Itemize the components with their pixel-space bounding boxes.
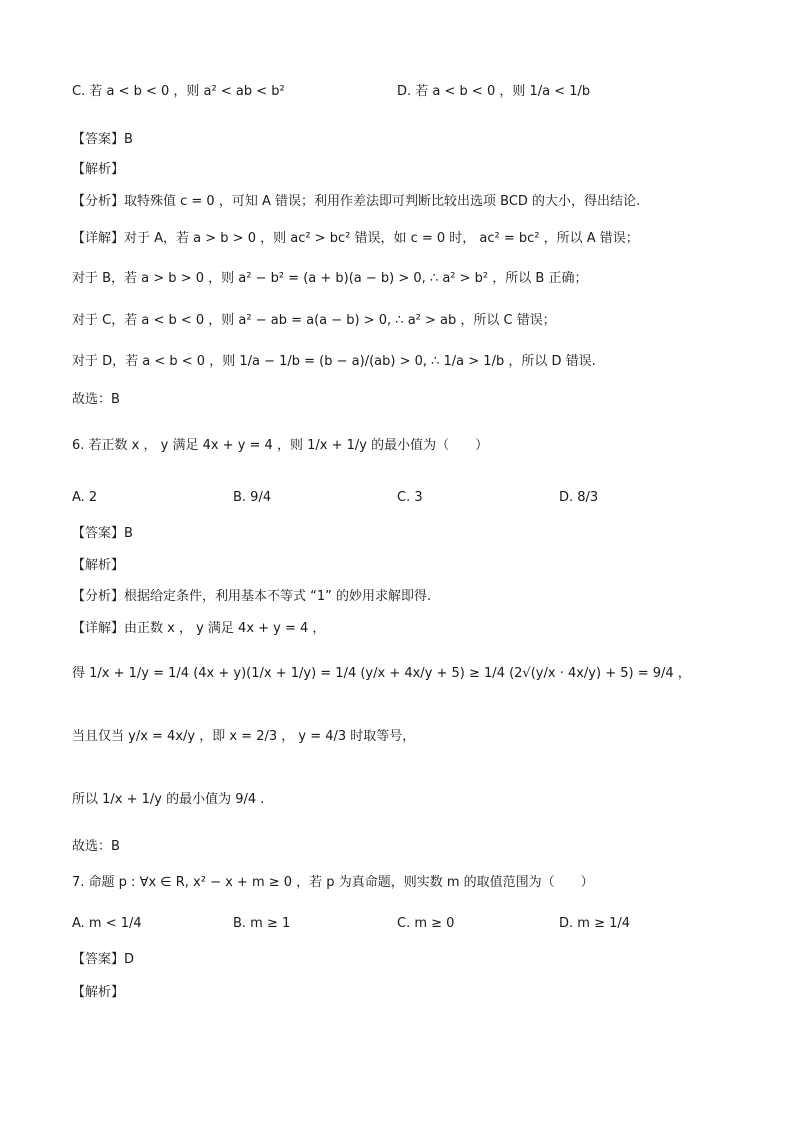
q6-option-b: B. 9/4 bbox=[233, 490, 272, 505]
q7-option-c: C. m ≥ 0 bbox=[397, 916, 455, 931]
detail-b: 对于 B，若 a > b > 0 ，则 a² − b² = (a + b)(a − b) > 0, ∴ a² > b² ，所以 B 正确； bbox=[72, 271, 588, 286]
choice-result: 故选：B bbox=[72, 392, 120, 407]
result-statement: 所以 1/x + 1/y 的最小值为 9/4 . bbox=[72, 792, 265, 807]
detail-a: 【详解】对于 A，若 a > b > 0 ，则 ac² > bc² 错误，如 c = 0 时， ac² = bc² ，所以 A 错误； bbox=[72, 231, 639, 246]
analysis-label: 【解析】 bbox=[72, 558, 125, 573]
q7-option-d: D. m ≥ 1/4 bbox=[559, 916, 631, 931]
analysis-label: 【解析】 bbox=[72, 162, 125, 177]
detail-intro: 【详解】由正数 x ， y 满足 4x + y = 4 ， bbox=[72, 621, 326, 636]
question-7: 7. 命题 p : ∀x ∈ R, x² − x + m ≥ 0 ，若 p 为真命题，则实数 m 的取值范围为（ ） bbox=[72, 875, 594, 890]
detail-c: 对于 C，若 a < b < 0 ，则 a² − ab = a(a − b) > 0, ∴ a² > ab ，所以 C 错误； bbox=[72, 313, 556, 328]
analysis-summary: 【分析】取特殊值 c = 0 ，可知 A 错误；利用作差法即可判断比较出选项 BCD 的大小，得出结论. bbox=[72, 194, 641, 209]
detail-d: 对于 D，若 a < b < 0 ，则 1/a − 1/b = (b − a)/(ab) > 0, ∴ 1/a > 1/b ，所以 D 错误. bbox=[72, 354, 596, 369]
q6-option-a: A. 2 bbox=[72, 490, 98, 505]
q6-option-c: C. 3 bbox=[397, 490, 423, 505]
answer-label: 【答案】B bbox=[72, 132, 133, 147]
answer-label: 【答案】D bbox=[72, 952, 135, 967]
q6-option-d: D. 8/3 bbox=[559, 490, 599, 505]
choice-result: 故选：B bbox=[72, 839, 120, 854]
option-c: C. 若 a < b < 0 ，则 a² < ab < b² bbox=[72, 84, 285, 99]
q7-option-b: B. m ≥ 1 bbox=[233, 916, 291, 931]
equality-condition: 当且仅当 y/x = 4x/y ，即 x = 2/3 ， y = 4/3 时取等号， bbox=[72, 729, 416, 744]
answer-label: 【答案】B bbox=[72, 526, 133, 541]
question-6: 6. 若正数 x ， y 满足 4x + y = 4 ，则 1/x + 1/y 的最小值为（ ） bbox=[72, 438, 489, 453]
analysis-label: 【解析】 bbox=[72, 985, 125, 1000]
option-d: D. 若 a < b < 0 ，则 1/a < 1/b bbox=[397, 84, 591, 99]
derivation: 得 1/x + 1/y = 1/4 (4x + y)(1/x + 1/y) = 1/4 (y/x + 4x/y + 5) ≥ 1/4 (2√(y/x · 4x/y) + 5) = 9/4 ， bbox=[72, 666, 691, 681]
analysis-summary: 【分析】根据给定条件，利用基本不等式 “1” 的妙用求解即得. bbox=[72, 589, 432, 604]
q7-option-a: A. m < 1/4 bbox=[72, 916, 142, 931]
